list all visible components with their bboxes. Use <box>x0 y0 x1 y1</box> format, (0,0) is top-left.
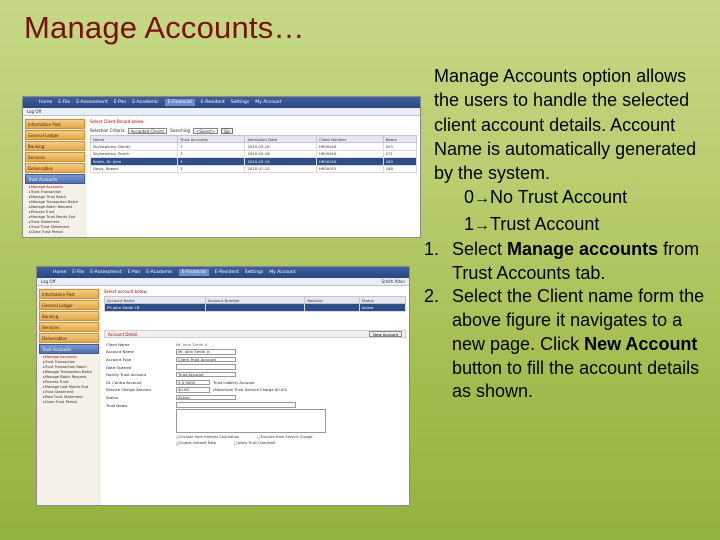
sidebar-subitem[interactable]: ▸ Close Trust Period <box>37 400 101 405</box>
sidebar-subitem[interactable]: ▸ Trust Statement <box>23 220 87 225</box>
sidebar-subitem[interactable]: ▸ Process Trust <box>37 380 101 385</box>
account-panel <box>104 288 406 505</box>
nav-tab[interactable]: E-Academic <box>146 270 173 275</box>
nav-tab[interactable]: E-Academic <box>132 100 159 105</box>
form-row <box>104 341 406 349</box>
table-cell: 185 <box>383 158 416 166</box>
sidebar-subitem[interactable]: ▸ Manage Trust Batch <box>23 195 87 200</box>
form-row <box>104 401 406 409</box>
checkbox-row <box>176 441 406 445</box>
sidebar-item[interactable]: Deliverables <box>39 333 99 343</box>
sidebar-item[interactable]: General Ledger <box>39 300 99 310</box>
form-field[interactable] <box>176 402 296 408</box>
nav-tab[interactable]: My Account <box>269 270 296 275</box>
trust-notes-textarea[interactable] <box>176 409 326 433</box>
sidebar-subitem[interactable]: ▸ Process Trust <box>23 210 87 215</box>
table-cell: 2010-07-15 <box>245 165 316 173</box>
table-cell: 3 <box>178 143 245 151</box>
filter-label: Selection Criteria <box>90 128 125 133</box>
filter-label-2: Searching <box>170 128 191 133</box>
log-off-link[interactable]: Log Off <box>27 109 42 114</box>
log-off-link[interactable]: Log Off <box>41 279 56 284</box>
description-panel <box>424 64 714 404</box>
client-table <box>90 135 417 173</box>
table-cell: Davis, Robert <box>91 165 178 173</box>
form-row <box>104 371 406 379</box>
account-detail-header: Account Detail <box>104 330 406 338</box>
nav-tab[interactable]: E-Pan <box>127 270 141 275</box>
table-cell: 2010-03-19 <box>245 158 316 166</box>
form-label: Date Opened <box>106 364 132 370</box>
steps-list <box>424 238 714 404</box>
step-text: from Trust Accounts tab. <box>452 239 700 283</box>
form-row <box>104 386 406 394</box>
checkbox[interactable]: □ Allow Trust Overdraft <box>234 441 275 445</box>
table-cell: 188 <box>383 165 416 173</box>
code-label: No Trust Account <box>490 187 628 208</box>
nav-tab[interactable]: E-Financial <box>179 269 209 276</box>
nav-tab[interactable]: My Account <box>255 100 282 105</box>
nav-tab[interactable]: Settings <box>244 270 264 275</box>
sidebar-subitem[interactable]: ▸ Manage Accounts <box>23 185 87 190</box>
table-cell <box>305 304 359 312</box>
checkbox[interactable]: □ Exclude from Interest Calculation <box>176 435 239 439</box>
go-button[interactable]: Go <box>221 128 233 134</box>
user-name: Smith Alton <box>381 279 405 284</box>
form-field[interactable]: $0.00 <box>176 387 210 393</box>
top-nav <box>37 267 409 278</box>
column-header[interactable]: Account Name <box>105 297 206 304</box>
form-row <box>104 378 406 386</box>
form-field[interactable]: 5-5 5000 <box>176 380 210 386</box>
client-name-value: Mr. John Smith Jr. <box>176 341 209 347</box>
table-cell: 3 <box>178 158 245 166</box>
sidebar-subitem[interactable]: ▸ Manage Transaction Batch <box>23 200 87 205</box>
code-value: 1 <box>464 213 475 234</box>
sidebar-subitem[interactable]: ▸ Trust Transaction <box>23 190 87 195</box>
table-cell: 203 <box>383 143 416 151</box>
step-text: button to fill the account details as shown. <box>452 357 700 402</box>
step-text: Select <box>452 239 508 260</box>
table-cell: HR00015 <box>316 165 383 173</box>
sidebar-item[interactable]: Trust Accounts <box>25 174 85 184</box>
sidebar-item[interactable]: General Ledger <box>25 130 85 140</box>
form-label: GL Contra Account <box>106 379 142 385</box>
account-table <box>104 296 406 312</box>
slide-title: Manage Accounts… <box>24 10 305 45</box>
form-row <box>104 348 406 356</box>
sidebar-subitem[interactable]: ▸ Close Trust Period <box>23 230 87 235</box>
table-row[interactable] <box>91 143 417 151</box>
nav-tab[interactable]: E-File <box>72 270 85 275</box>
table-row[interactable] <box>105 304 406 312</box>
new-account-button[interactable]: New Account <box>369 331 402 337</box>
form-row <box>104 363 406 371</box>
checkbox-row <box>176 435 406 439</box>
step-text: Select the Client name form the above figure it navigates to a new page. Click <box>452 286 705 354</box>
sidebar-item[interactable]: Banking <box>39 311 99 321</box>
client-list-panel <box>90 118 417 237</box>
nav-tab[interactable]: E-File <box>58 100 71 105</box>
description-text: Manage Accounts option allows the users to handle the selected client account details. Account Name is automatically generated by the system. <box>434 66 697 184</box>
code-line <box>434 185 714 211</box>
checkbox[interactable]: □ Enable Interest Rate <box>176 441 216 445</box>
table-cell: 2010-03-16 <box>245 143 316 151</box>
table-cell: HR00016 <box>316 143 383 151</box>
form-field[interactable] <box>176 364 236 370</box>
crumb: Select account below <box>104 289 147 294</box>
sidebar-subitem[interactable]: ▸ Manage Last Month End <box>37 385 101 390</box>
crumb: Select Client Record below <box>90 119 144 124</box>
column-header[interactable]: Account Number <box>205 297 304 304</box>
account-form <box>104 341 406 445</box>
step-number: 1. <box>424 239 440 260</box>
sidebar-subitem[interactable]: ▸ Manage Batch Request <box>23 205 87 210</box>
selection-criteria-select[interactable]: Accepted Clients <box>128 128 168 134</box>
checkbox[interactable]: □ Exclude from Service Charge <box>257 435 312 439</box>
form-field[interactable]: Active <box>176 395 236 401</box>
sidebar-subitem[interactable]: ▸ Trust Transaction Batch <box>37 365 101 370</box>
table-cell: HR00019 <box>316 158 383 166</box>
sidebar-subitem[interactable]: ▸ Trust Transaction <box>37 360 101 365</box>
code-line <box>434 212 714 238</box>
nav-tab[interactable]: E-Assessment <box>76 100 108 105</box>
form-label: Account Type <box>106 356 132 362</box>
code-label: Trust Account <box>490 213 600 234</box>
table-cell: 3 <box>178 150 245 158</box>
sidebar-subitem[interactable]: ▸ Manage Batch Request <box>37 375 101 380</box>
form-label: Facility Trust Account <box>106 372 147 378</box>
form-label: Client Name <box>106 341 130 347</box>
column-header[interactable]: Status <box>359 297 405 304</box>
table-row[interactable] <box>91 158 417 166</box>
nav-tab[interactable]: E-Resident <box>200 100 225 105</box>
sidebar-item[interactable]: Information Post <box>25 119 85 129</box>
form-note: (Maximum Trust Service Charge $0.00) <box>213 387 288 393</box>
searching-select[interactable]: <Select> <box>193 128 218 134</box>
table-cell: Skyhawking, Peach <box>91 150 178 158</box>
form-label: Service Charge Amount <box>106 387 151 393</box>
form-note: Trust Liability Account <box>213 379 255 385</box>
form-label: Status <box>106 394 119 400</box>
client-list-screenshot <box>22 96 421 238</box>
table-cell: Active <box>359 304 405 312</box>
code-value: 0 <box>464 187 475 208</box>
step-emphasis: New Account <box>584 333 698 354</box>
table-row[interactable] <box>91 165 417 173</box>
step-item <box>424 285 714 404</box>
sidebar-subitem[interactable]: ▸ Pass Trust Statement <box>37 395 101 400</box>
sidebar-item[interactable]: Services <box>25 152 85 162</box>
sub-nav <box>23 108 420 116</box>
sidebar-item[interactable]: Trust Accounts <box>39 344 99 354</box>
table-cell: Smith, Dr. John <box>91 158 178 166</box>
table-cell: Skyhawking, Dendy <box>91 143 178 151</box>
form-row <box>104 356 406 364</box>
column-header[interactable]: Name <box>91 136 178 143</box>
step-emphasis: Manage accounts <box>507 239 659 260</box>
table-cell: 3 <box>178 165 245 173</box>
sidebar <box>23 118 87 237</box>
account-detail-screenshot <box>36 266 410 506</box>
column-header[interactable]: Name <box>383 136 416 143</box>
form-label: Trust Notes <box>106 402 128 408</box>
form-label: Account Name <box>106 349 134 355</box>
sidebar-item[interactable]: Deliverables <box>25 163 85 173</box>
sidebar-subitem[interactable]: ▸ Trust Trust Statement <box>23 225 87 230</box>
arrow-icon: → <box>474 216 491 234</box>
column-header[interactable]: Admission Date <box>245 136 316 143</box>
table-cell <box>205 304 304 312</box>
column-header[interactable]: Client Number <box>316 136 383 143</box>
step-item <box>424 238 714 285</box>
nav-tab[interactable]: E-Pan <box>113 100 127 105</box>
column-header[interactable]: Trust Accounts <box>178 136 245 143</box>
sub-nav <box>37 278 409 286</box>
arrow-icon: → <box>474 190 491 208</box>
sidebar-subitem[interactable]: ▸ Manage Transaction Batch <box>37 370 101 375</box>
form-field[interactable]: Trust Account <box>176 372 236 378</box>
sidebar-item[interactable]: Services <box>39 322 99 332</box>
column-header[interactable]: Balance <box>305 297 359 304</box>
table-row[interactable] <box>91 150 417 158</box>
nav-tab[interactable]: E-Resident <box>214 270 239 275</box>
top-nav <box>23 97 420 108</box>
filter-bar <box>90 126 417 135</box>
sidebar <box>37 288 101 505</box>
form-field[interactable]: Client Trust Account <box>176 357 236 363</box>
sidebar-subitem[interactable]: ▸ Trust Statement <box>37 390 101 395</box>
nav-tab[interactable]: E-Assessment <box>90 270 122 275</box>
sidebar-item[interactable]: Banking <box>25 141 85 151</box>
sidebar-subitem[interactable]: ▸ Manage Trust Month End <box>23 215 87 220</box>
sidebar-item[interactable]: Information Post <box>39 289 99 299</box>
table-cell: 2010-03-16 <box>245 150 316 158</box>
table-cell: 271 <box>383 150 416 158</box>
nav-tab[interactable]: E-Financial <box>165 99 195 106</box>
nav-tab[interactable]: Home <box>53 270 67 275</box>
nav-tab[interactable]: Settings <box>230 100 250 105</box>
table-cell: PS John Smith LB <box>105 304 206 312</box>
table-cell: HR00016 <box>316 150 383 158</box>
step-number: 2. <box>424 286 440 307</box>
form-row <box>104 394 406 402</box>
nav-tab[interactable]: Home <box>39 100 53 105</box>
sidebar-subitem[interactable]: ▸ Manage Accounts <box>37 355 101 360</box>
form-field[interactable]: Mr. John Smith Jr. <box>176 349 236 355</box>
